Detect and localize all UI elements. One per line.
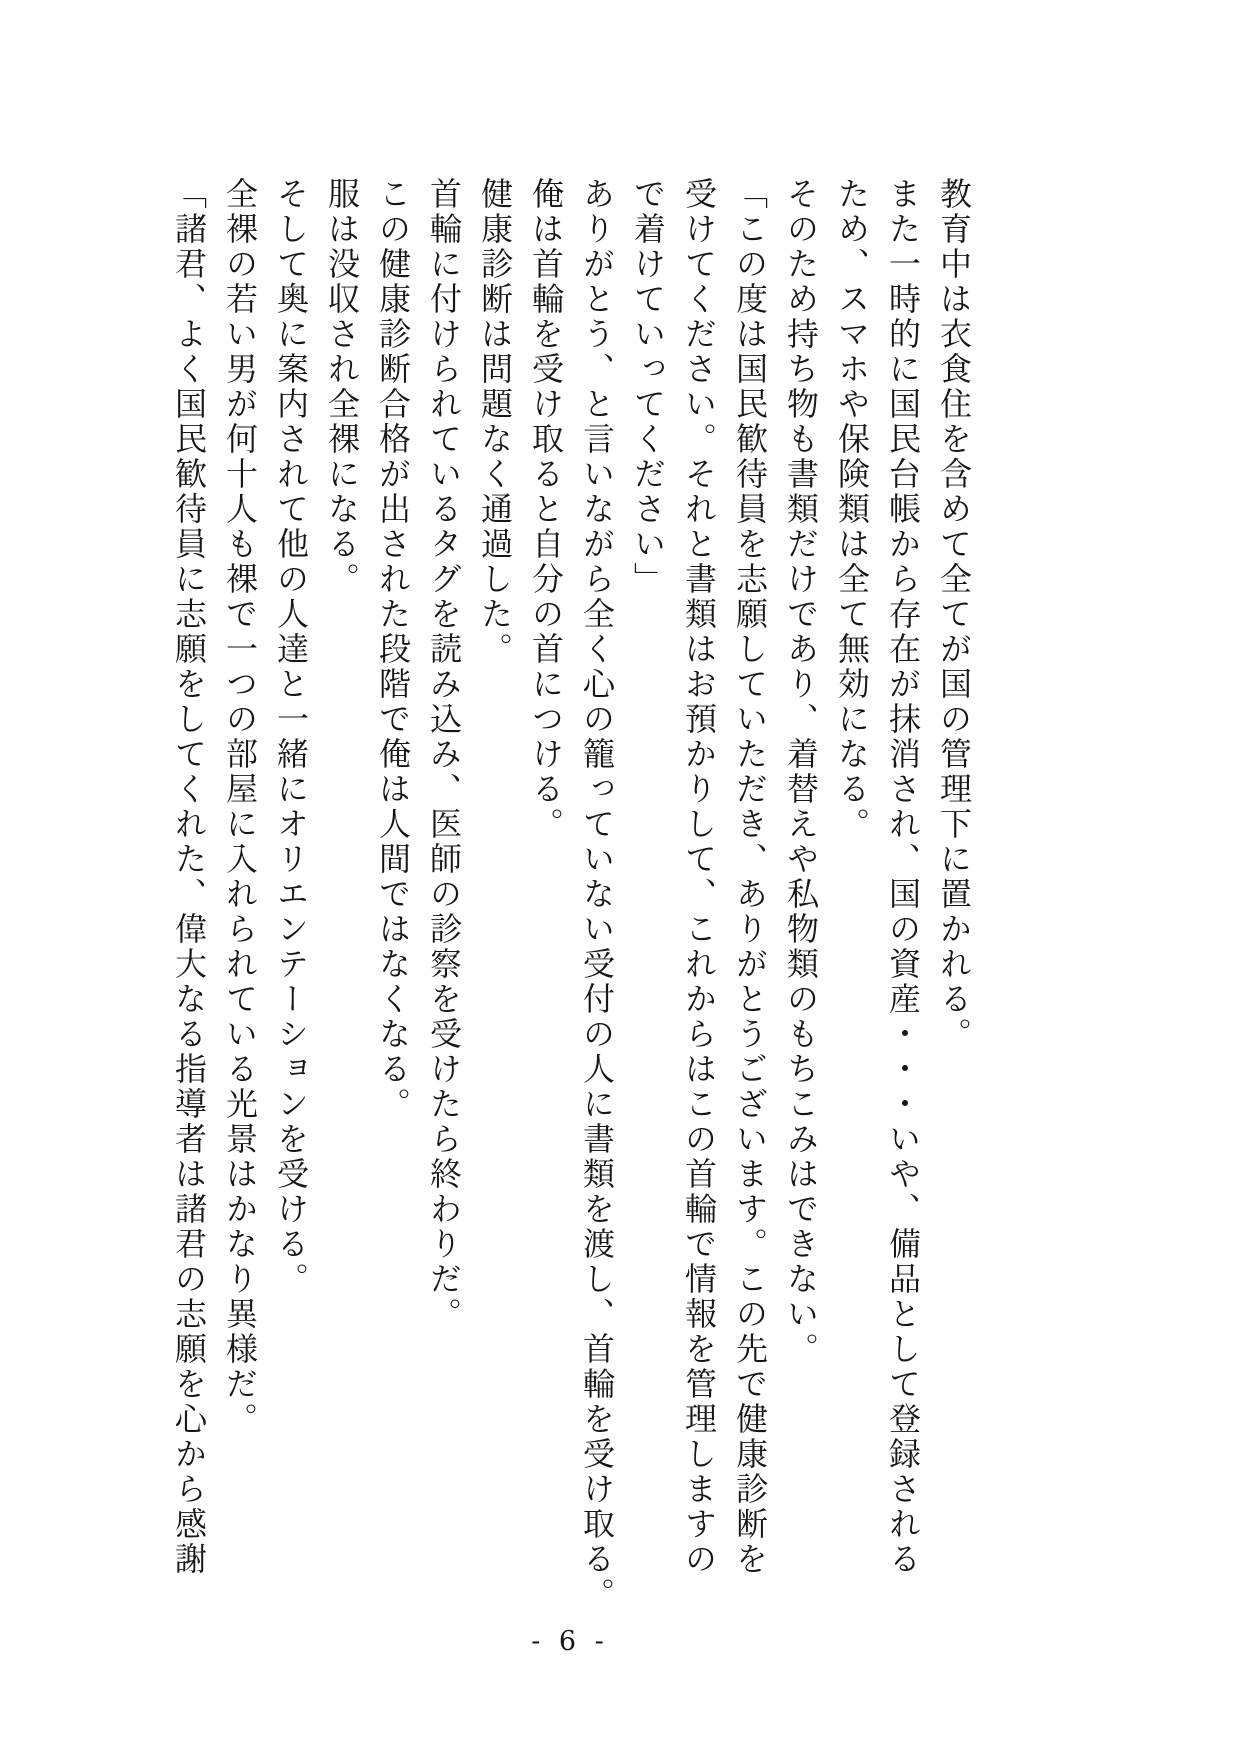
- text-column: で着けていってください」: [629, 177, 667, 597]
- page-number: - 6 -: [531, 1626, 609, 1657]
- text-column: そして奥に案内されて他の人達と一緒にオリエンテーションを受ける。: [272, 177, 310, 1297]
- text-column: 健康診断は問題なく通過した。: [476, 177, 514, 667]
- text-column: ありがとう、と言いながら全く心の籠っていない受付の人に書類を渡し、首輪を受け取る。: [578, 177, 616, 1612]
- text-column: この健康診断合格が出された段階で俺は人間ではなくなる。: [374, 177, 412, 1122]
- text-column: ため、スマホや保険類は全て無効になる。: [833, 177, 871, 842]
- text-column: 「この度は国民歓待員を志願していただき、ありがとうございます。この先で健康診断を: [731, 177, 769, 1577]
- text-column: 首輪に付けられているタグを読み込み、医師の診察を受けたら終わりだ。: [425, 177, 463, 1332]
- text-column: 「諸君、よく国民歓待員に志願をしてくれた、偉大なる指導者は諸君の志願を心から感謝: [170, 177, 208, 1577]
- text-column: 受けてください。それと書類はお預かりして、これからはこの首輪で情報を管理しますの: [680, 177, 718, 1577]
- text-column: そのため持ち物も書類だけであり、着替えや私物類のもちこみはできない。: [782, 177, 820, 1367]
- text-column: 俺は首輪を受け取ると自分の首につける。: [527, 177, 565, 842]
- text-column: 全裸の若い男が何十人も裸で一つの部屋に入れられている光景はかなり異様だ。: [221, 177, 259, 1437]
- text-column: 教育中は衣食住を含めて全てが国の管理下に置かれる。: [935, 177, 973, 1052]
- text-column: また一時的に国民台帳から存在が抹消され、国の資産・・・いや、備品として登録される: [884, 177, 922, 1577]
- text-block: [154, 177, 973, 1652]
- text-column: 服は没収され全裸になる。: [323, 177, 361, 597]
